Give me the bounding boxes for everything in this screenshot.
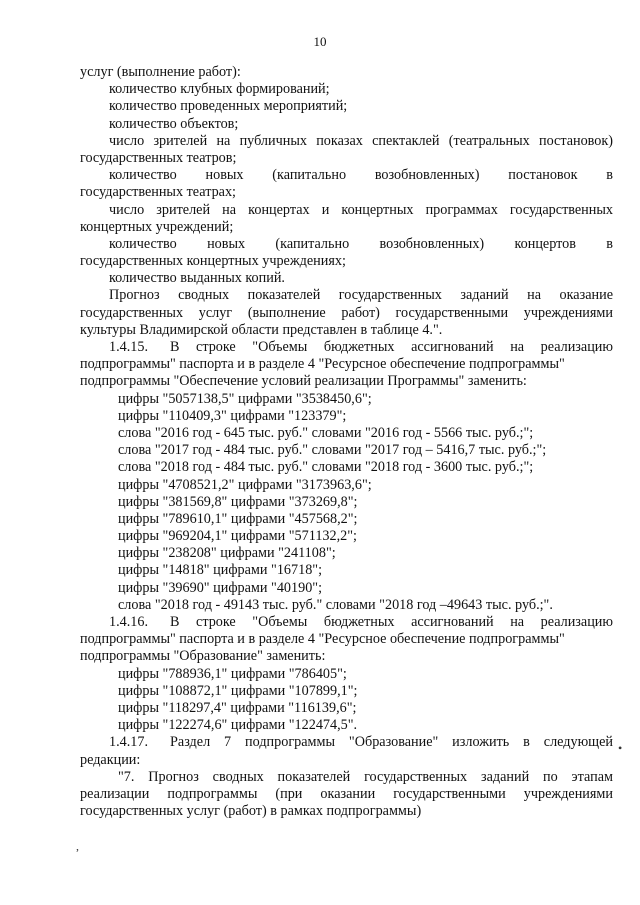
text-line: количество выданных копий. [109,270,285,287]
replacement-line: слова "2018 год - 484 тыс. руб." словами "2018 год - 3600 тыс. руб.;"; [118,459,534,476]
paragraph-line: государственных услуг (выполнение работ) государственными учреждениями [80,304,613,321]
replacement-line: цифры "4708521,2" цифрами "3173963,6"; [118,476,372,493]
replacement-line: цифры "5057138,5" цифрами "3538450,6"; [118,390,372,407]
item-heading-line [80,339,613,356]
replacement-line: цифры "110409,3" цифрами "123379"; [118,407,347,424]
text-line: подпрограммы" паспорта и в разделе 4 "Ресурсное обеспечение подпрограммы" [80,356,565,373]
quoted-heading-line: реализации подпрограммы (при оказании государственными учреждениями [80,785,613,802]
scan-mark: • [618,741,623,755]
text-line: подпрограммы "Обеспечение условий реализации Программы" заменить: [80,373,527,390]
item-number: 1.4.16. [109,614,149,630]
replacement-line: слова "2017 год - 484 тыс. руб." словами "2017 год – 5416,7 тыс. руб.;"; [118,442,547,459]
text-line: концертных учреждений; [80,218,234,235]
replacement-line: слова "2016 год - 645 тыс. руб." словами "2016 год - 5566 тыс. руб.;"; [118,424,534,441]
replacement-line: цифры "108872,1" цифрами "107899,1"; [118,682,358,699]
paragraph-line: Прогноз сводных показателей государственных заданий на оказание [109,287,613,304]
text-line: количество новых (капитально возобновленных) постановок в [109,167,613,184]
page-number: 10 [313,34,327,49]
text-line: подпрограммы" паспорта и в разделе 4 "Ресурсное обеспечение подпрограммы" [80,631,565,648]
item-number: 1.4.17. [109,734,149,751]
quoted-heading-line: государственных услуг (работ) в рамках подпрограммы) [80,803,422,820]
text-line: редакции: [80,751,141,768]
item-text: В строке "Объемы бюджетных ассигнований на реализацию [170,614,613,630]
item-number: 1.4.15. [109,339,149,355]
text-line: число зрителей на публичных показах спектаклей (театральных постановок) [109,132,613,149]
text-line: количество объектов; [109,115,239,132]
replacement-line: цифры "789610,1" цифрами "457568,2"; [118,510,358,527]
replacement-line: цифры "122274,6" цифрами "122474,5". [118,717,358,734]
text-line: государственных концертных учреждениях; [80,253,346,270]
document-body [80,64,613,820]
replacement-line: цифры "788936,1" цифрами "786405"; [118,665,347,682]
replacement-line: слова "2018 год - 49143 тыс. руб." словами "2018 год –49643 тыс. руб.;". [118,596,553,613]
text-line: количество клубных формирований; [109,81,330,98]
text-line: государственных театрах; [80,184,236,201]
item-text: В строке "Объемы бюджетных ассигнований на реализацию [170,339,613,355]
replacement-line: цифры "39690" цифрами "40190"; [118,579,323,596]
scan-mark: , [76,839,79,853]
replacement-line: цифры "118297,4" цифрами "116139,6"; [118,699,357,716]
replacement-line: цифры "238208" цифрами "241108"; [118,545,336,562]
item-text: Раздел 7 подпрограммы "Образование" изложить в следующей [170,734,613,751]
text-line: услуг (выполнение работ): [80,64,241,80]
text-line: подпрограммы "Образование" заменить: [80,648,326,665]
text-line: количество новых (капитально возобновленных) концертов в [109,235,613,252]
paragraph-line: культуры Владимирской области представлен в таблице 4.". [80,321,443,338]
replacement-line: цифры "14818" цифрами "16718"; [118,562,323,579]
quoted-heading-line: "7. Прогноз сводных показателей государственных заданий по этапам [118,768,613,785]
item-heading-line [80,734,613,751]
text-line: количество проведенных мероприятий; [109,98,348,115]
replacement-line: цифры "969204,1" цифрами "571132,2"; [118,528,357,545]
replacement-line: цифры "381569,8" цифрами "373269,8"; [118,493,358,510]
item-heading-line [80,614,613,631]
text-line: государственных театров; [80,149,237,166]
text-line: число зрителей на концертах и концертных программах государственных [109,201,613,218]
